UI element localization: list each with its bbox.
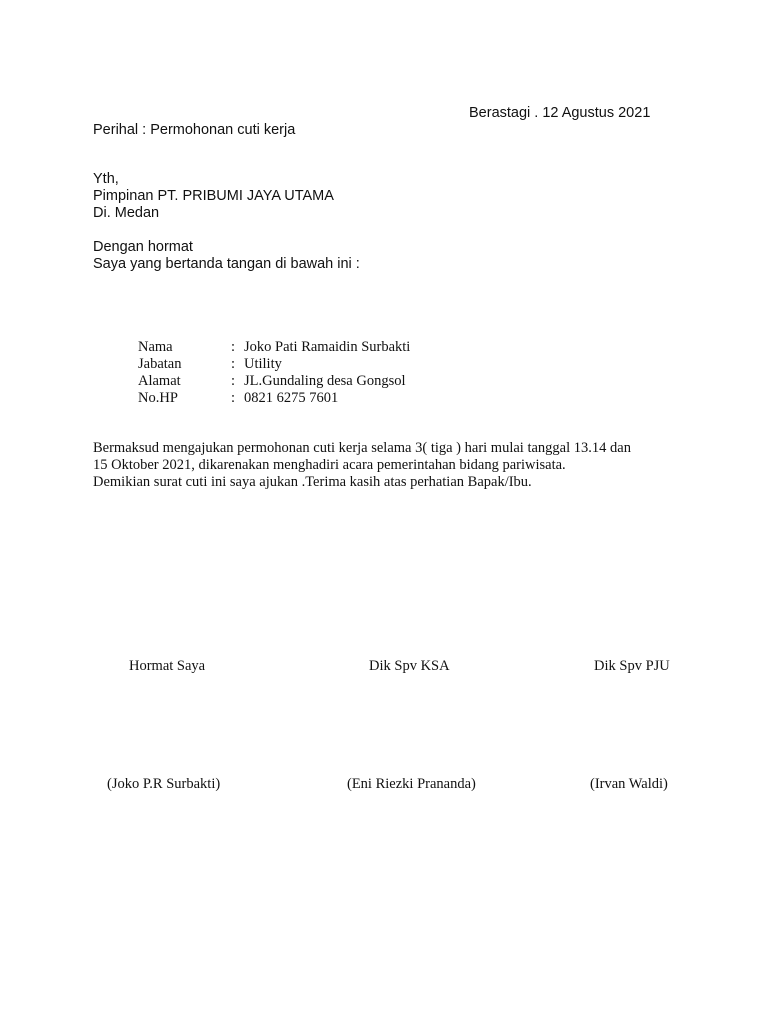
recipient-location: Di. Medan [93,205,160,221]
greeting: Dengan hormat [93,239,193,255]
detail-separator: : [231,390,236,406]
body-paragraph [93,440,693,491]
signature-name-applicant: (Joko P.R Surbakti) [107,776,221,792]
body-line: Bermaksud mengajukan permohonan cuti kerja selama 3( tiga ) hari mulai tanggal 13.14 dan [93,440,631,456]
body-line: Demikian surat cuti ini saya ajukan .Terima kasih atas perhatian Bapak/Ibu. [93,474,532,490]
detail-value: Joko Pati Ramaidin Surbakti [244,339,411,355]
detail-label: Nama [138,339,173,355]
detail-value: JL.Gundaling desa Gongsol [244,373,406,389]
recipient-salutation: Yth, [93,171,119,187]
signature-name-pju: (Irvan Waldi) [590,776,668,792]
detail-separator: : [231,339,236,355]
intro-line: Saya yang bertanda tangan di bawah ini : [93,256,360,272]
detail-label: Jabatan [138,356,182,372]
recipient-company: Pimpinan PT. PRIBUMI JAYA UTAMA [93,188,334,204]
detail-separator: : [231,373,236,389]
detail-label: Alamat [138,373,181,389]
signature-title-applicant: Hormat Saya [129,658,206,674]
place-date: Berastagi . 12 Agustus 2021 [469,105,651,121]
detail-separator: : [231,356,236,372]
signature-name-ksa: (Eni Riezki Prananda) [347,776,476,792]
body-line: 15 Oktober 2021, dikarenakan menghadiri acara pemerintahan bidang pariwisata. [93,457,566,473]
detail-value: 0821 6275 7601 [244,390,339,406]
detail-label: No.HP [138,390,178,406]
signature-title-ksa: Dik Spv KSA [369,658,450,674]
detail-value: Utility [244,356,282,372]
signature-title-pju: Dik Spv PJU [594,658,670,674]
letter-subject: Perihal : Permohonan cuti kerja [93,122,296,138]
